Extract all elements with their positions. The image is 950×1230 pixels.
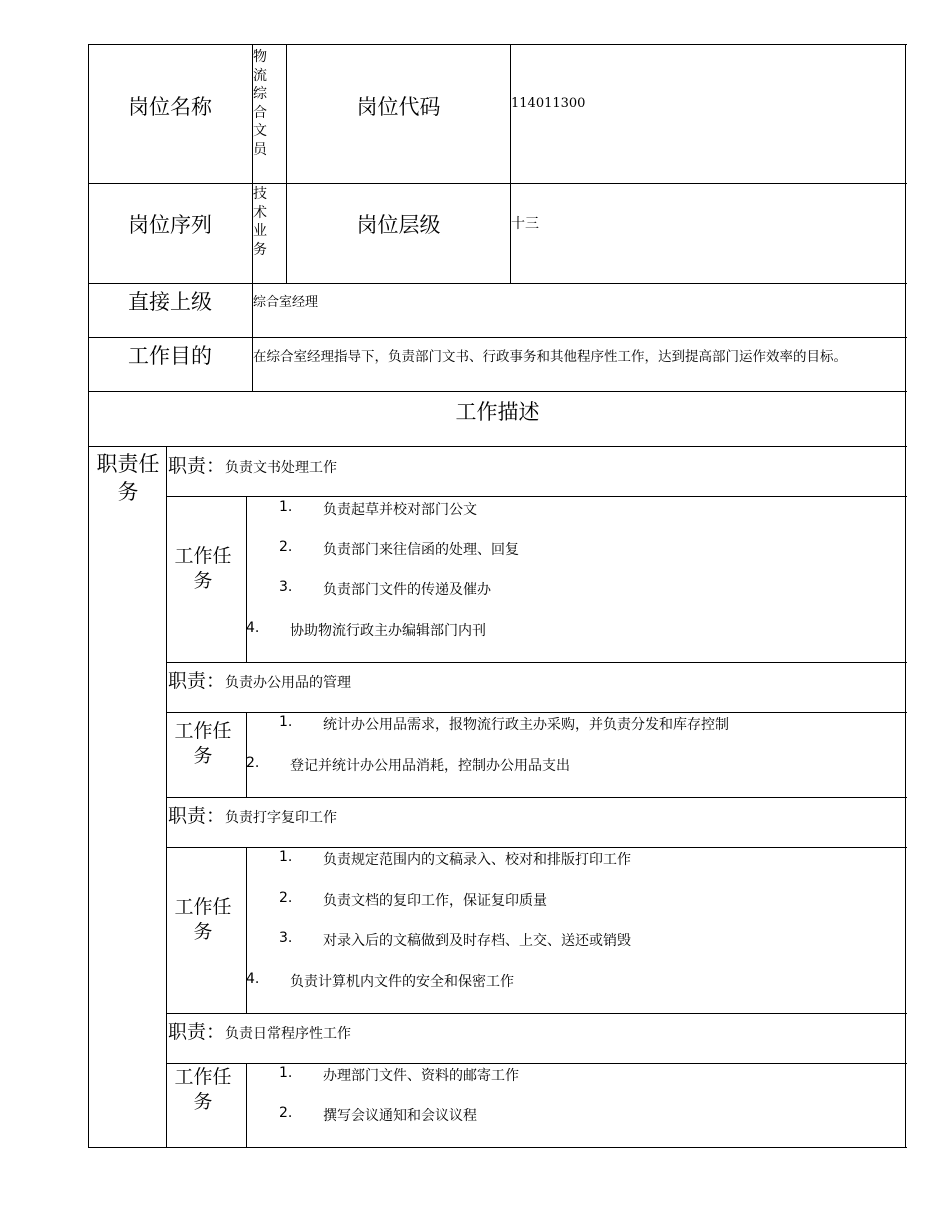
task-number: 1. [279,849,293,865]
task-text: 负责规定范围内的文稿录入、校对和排版打印工作 [323,852,631,868]
level-label: 岗位层级 [356,213,441,237]
row-divider [88,183,907,184]
task-text: 统计办公用品需求，报物流行政主办采购，并负责分发和库存控制 [323,717,729,733]
duty-prefix: 职责： [168,455,226,477]
task-text: 负责起草并校对部门公文 [323,502,477,518]
position-code-label: 岗位代码 [356,95,441,119]
col-divider [246,1063,247,1148]
table-border-bottom [88,1147,907,1148]
row-divider [166,797,907,798]
superior-label: 直接上级 [128,290,212,314]
task-item [279,539,292,555]
task-item [279,499,292,515]
table-border-top [88,44,907,45]
duty-row [168,451,337,478]
table-border-right [905,44,906,1148]
task-text: 负责文档的复印工作，保证复印质量 [323,893,547,909]
row-divider [166,1063,907,1064]
col-divider [246,847,247,1013]
duties-label: 职责任务 [96,452,160,504]
duty-prefix: 职责： [168,1021,226,1043]
sequence-label: 岗位序列 [128,213,212,237]
task-number: 1. [279,499,293,515]
purpose-value: 在综合室经理指导下，负责部门文书、行政事务和其他程序性工作，达到提高部门运作效率的目标。 [253,349,847,365]
task-text: 登记并统计办公用品消耗，控制办公用品支出 [290,758,570,774]
task-text: 负责部门来往信函的处理、回复 [323,542,519,558]
tasks-label: 工作任务 [174,720,232,767]
row-divider [166,1013,907,1014]
tasks-label: 工作任务 [174,896,232,943]
duty-prefix: 职责： [168,670,226,692]
task-item [279,930,292,946]
section-title: 工作描述 [455,400,540,424]
task-number: 3. [279,930,293,946]
task-number: 1. [279,714,293,730]
row-divider [88,446,907,447]
position-name-label: 岗位名称 [128,95,212,119]
task-number: 2. [279,539,293,555]
superior-value: 综合室经理 [253,295,319,310]
tasks-label: 工作任务 [174,545,232,592]
task-number: 2. [279,890,293,906]
task-item [279,579,292,595]
task-number: 3. [279,579,293,595]
duty-row [168,666,351,693]
duty-row [168,1017,351,1044]
row-divider [166,662,907,663]
task-item [279,849,292,865]
task-item [279,1105,292,1121]
task-text: 办理部门文件、资料的邮寄工作 [323,1068,519,1084]
duty-name: 负责文书处理工作 [225,460,338,476]
task-item [246,620,259,636]
duty-row [168,801,337,828]
col-divider [510,44,511,284]
position-code-value: 114011300 [511,96,586,111]
task-text: 对录入后的文稿做到及时存档、上交、送还或销毁 [323,933,631,949]
col-divider [246,496,247,662]
task-number: 2. [279,1105,293,1121]
task-number: 1. [279,1065,293,1081]
row-divider [88,391,907,392]
task-item [279,714,292,730]
task-text: 协助物流行政主办编辑部门内刊 [290,623,486,639]
task-text: 负责部门文件的传递及催办 [323,582,491,598]
level-value: 十三 [511,216,539,232]
duty-name: 负责办公用品的管理 [225,675,352,691]
position-name-value: 物流综合文员 [253,49,267,158]
row-divider [166,496,907,497]
row-divider [88,283,907,284]
task-number: 4. [246,620,260,636]
task-item [279,1065,292,1081]
task-number: 4. [246,971,260,987]
col-divider [286,44,287,284]
task-item [246,755,259,771]
task-number: 2. [246,755,260,771]
tasks-label: 工作任务 [174,1066,232,1113]
duty-name: 负责日常程序性工作 [225,1026,352,1042]
row-divider [88,337,907,338]
duty-prefix: 职责： [168,805,226,827]
task-item [279,890,292,906]
sequence-value: 技术业务 [253,186,267,258]
task-item [246,971,259,987]
task-text: 负责计算机内文件的安全和保密工作 [290,974,514,990]
duty-name: 负责打字复印工作 [225,810,338,826]
task-text: 撰写会议通知和会议议程 [323,1108,477,1124]
purpose-label: 工作目的 [128,344,212,368]
